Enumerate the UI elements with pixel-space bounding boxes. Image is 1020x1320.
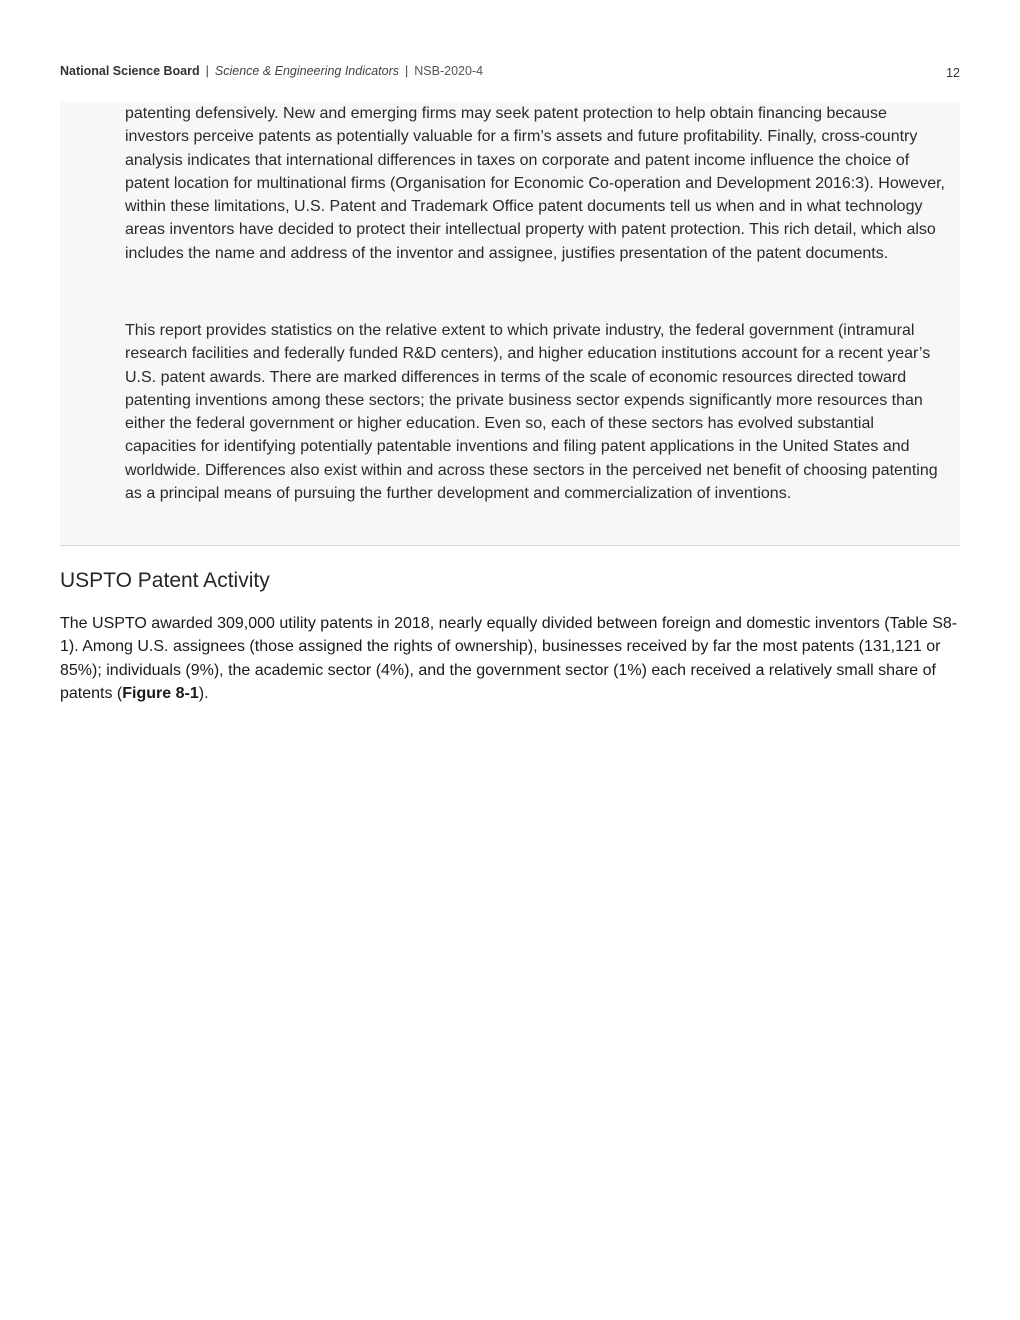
page-number: 12 xyxy=(946,66,960,80)
header-report-code: NSB-2020-4 xyxy=(414,64,484,78)
section-heading: USPTO Patent Activity xyxy=(60,569,270,592)
body-text-segment: The USPTO awarded 309,000 utility patents in 2018, nearly equally divided between foreign and domestic inventors (Table S8-1). Among U.S. assignees (those assigned the rights of ownership), businesses received by far the most patents (131,121 or 85%); individuals (9%), the academic sector (4%), and the government sector (1%) each received a relatively small share of patents ( xyxy=(60,615,958,702)
figure-reference-link[interactable]: Figure 8-1 xyxy=(122,684,199,702)
section-body-paragraph xyxy=(60,612,960,705)
header-separator: | xyxy=(205,64,209,78)
header-publication-title: Science & Engineering Indicators xyxy=(214,64,400,78)
header-organization: National Science Board xyxy=(60,64,200,78)
header-separator: | xyxy=(405,64,409,78)
running-header xyxy=(60,64,960,84)
box-paragraph: patenting defensively. New and emerging firms may seek patent protection to help obtain financing because investors perceive patents as potentially valuable for a firm’s assets and future profitability. Finally, cross-country analysis indicates that international differences in taxes on corporate and patent income influence the choice of patent location for multinational firms (Organisation for Economic Co-operation and Development 2016:3). However, within these limitations, U.S. Patent and Trademark Office patent documents tell us when and in what technology areas inventors have decided to protect their intellectual property with patent protection. This rich detail, which also includes the name and address of the inventor and assignee, justifies presentation of the patent documents. xyxy=(125,105,945,262)
box-paragraph: This report provides statistics on the relative extent to which private industry, the federal government (intramural research facilities and federally funded R&D centers), and higher education institutions account for a recent year’s U.S. patent awards. There are marked differences in terms of the scale of economic resources directed toward patenting inventions among these sectors; the private business sector expends significantly more resources than either the federal government or higher education. Even so, each of these sectors has evolved substantial capacities for identifying potentially patentable inventions and filing patent applications in the United States and worldwide. Differences also exist within and across these sectors in the perceived net benefit of choosing patenting as a principal means of pursuing the further development and commercialization of inventions. xyxy=(125,322,938,503)
sidebar-box xyxy=(60,102,960,546)
body-text-segment: ). xyxy=(198,684,209,702)
